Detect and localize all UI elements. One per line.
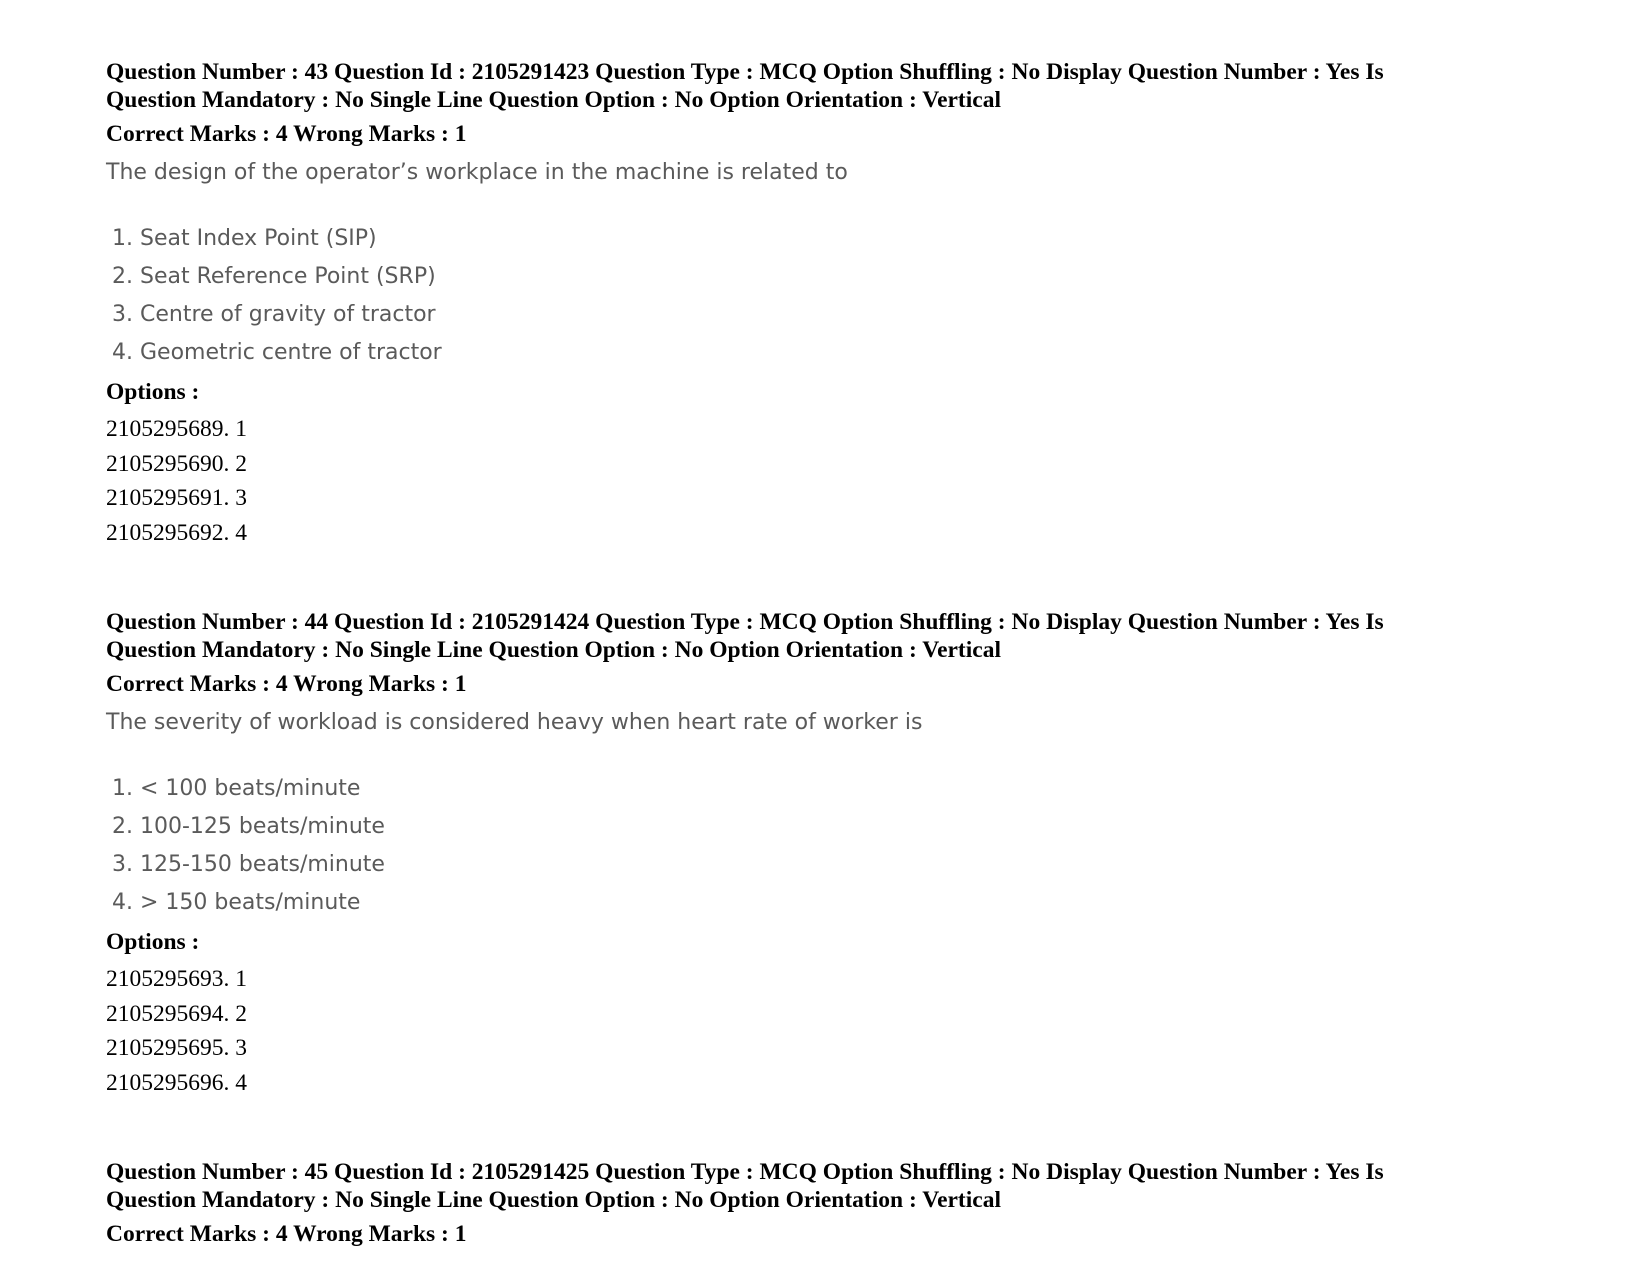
question-marks: Correct Marks : 4 Wrong Marks : 1 — [106, 1221, 467, 1247]
question-header-line-1: Question Number : 44 Question Id : 2105291424 Question Type : MCQ Option Shuffling : No Display Question Number : Yes Is — [106, 609, 1384, 635]
question-choice: 1. < 100 beats/minute — [112, 776, 361, 801]
document-page — [106, 58, 1606, 1248]
question-header — [106, 58, 1606, 114]
option-item: 2105295691. 3 — [106, 485, 247, 511]
question-body — [106, 708, 1606, 922]
option-item: 2105295695. 3 — [106, 1035, 247, 1061]
option-item: 2105295696. 4 — [106, 1069, 247, 1096]
question-header-line-1: Question Number : 45 Question Id : 2105291425 Question Type : MCQ Option Shuffling : No Display Question Number : Yes Is — [106, 1159, 1384, 1185]
question-choice: 3. 125-150 beats/minute — [112, 852, 385, 877]
options-list — [106, 412, 1606, 550]
option-item: 2105295689. 1 — [106, 416, 247, 442]
question-stem: The severity of workload is considered heavy when heart rate of worker is — [106, 710, 923, 735]
options-list — [106, 962, 1606, 1100]
question-marks: Correct Marks : 4 Wrong Marks : 1 — [106, 671, 467, 697]
question-choice: 2. Seat Reference Point (SRP) — [112, 264, 436, 289]
question-choices — [112, 220, 1606, 372]
option-item: 2105295690. 2 — [106, 450, 247, 477]
question-header-line-2: Question Mandatory : No Single Line Question Option : No Option Orientation : Vertical — [106, 637, 1001, 663]
question-header-line-1: Question Number : 43 Question Id : 2105291423 Question Type : MCQ Option Shuffling : No Display Question Number : Yes Is — [106, 59, 1384, 85]
question-spacer — [106, 1100, 1606, 1158]
question-choice: 3. Centre of gravity of tractor — [112, 302, 436, 327]
question-body — [106, 158, 1606, 372]
question-43 — [106, 58, 1606, 550]
question-choice: 4. Geometric centre of tractor — [112, 340, 442, 365]
question-marks: Correct Marks : 4 Wrong Marks : 1 — [106, 121, 467, 147]
question-45 — [106, 1158, 1606, 1248]
question-choices — [112, 770, 1606, 922]
question-header — [106, 1158, 1606, 1214]
question-choice: 2. 100-125 beats/minute — [112, 814, 385, 839]
options-label: Options : — [106, 929, 200, 955]
question-header — [106, 608, 1606, 664]
option-item: 2105295693. 1 — [106, 966, 247, 992]
question-header-line-2: Question Mandatory : No Single Line Question Option : No Option Orientation : Vertical — [106, 1187, 1001, 1213]
question-stem: The design of the operator’s workplace in the machine is related to — [106, 160, 848, 185]
option-item: 2105295692. 4 — [106, 519, 247, 546]
option-item: 2105295694. 2 — [106, 1000, 247, 1027]
question-choice: 4. > 150 beats/minute — [112, 890, 361, 915]
question-spacer — [106, 550, 1606, 608]
question-header-line-2: Question Mandatory : No Single Line Question Option : No Option Orientation : Vertical — [106, 87, 1001, 113]
options-label: Options : — [106, 379, 200, 405]
question-choice: 1. Seat Index Point (SIP) — [112, 226, 377, 251]
question-44 — [106, 608, 1606, 1100]
